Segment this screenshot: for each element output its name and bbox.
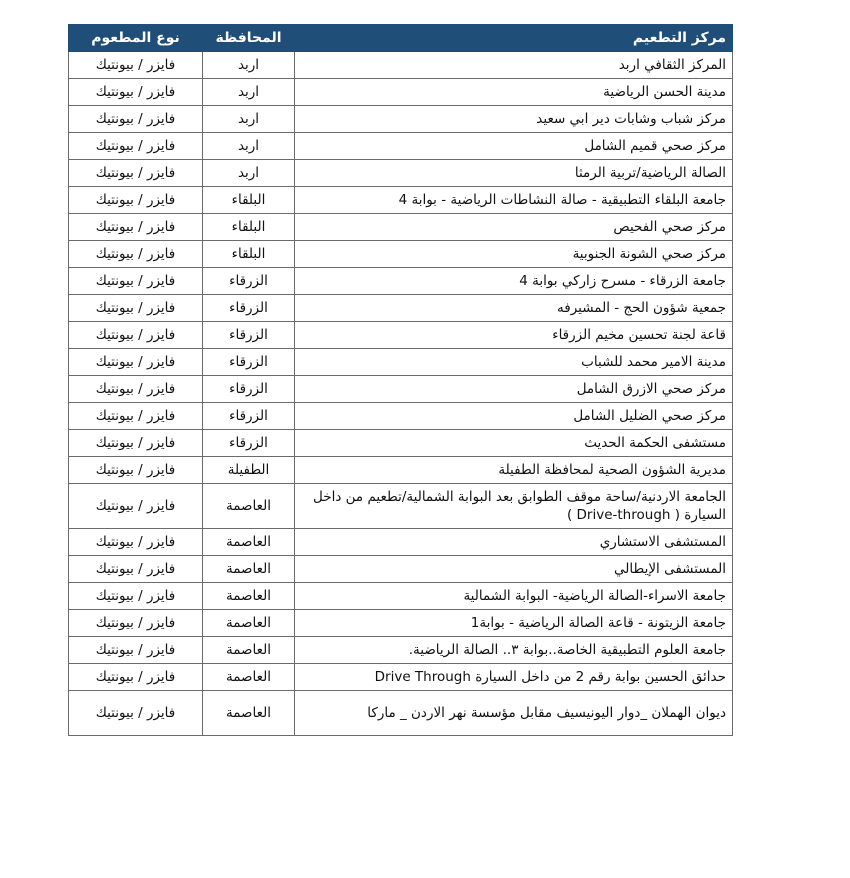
header-governorate: المحافظة (203, 25, 295, 52)
vaccination-centers-table (68, 24, 733, 736)
table-row (69, 52, 733, 79)
cell-vaccine: فايزر / بيونتيك (69, 133, 203, 160)
cell-governorate: اربد (203, 160, 295, 187)
cell-center: مركز صحي قميم الشامل (295, 133, 733, 160)
header-vaccine: نوع المطعوم (69, 25, 203, 52)
table-row (69, 268, 733, 295)
cell-vaccine: فايزر / بيونتيك (69, 637, 203, 664)
cell-center: مركز صحي الازرق الشامل (295, 376, 733, 403)
table-row (69, 187, 733, 214)
cell-vaccine: فايزر / بيونتيك (69, 610, 203, 637)
cell-center: المستشفى الاستشاري (295, 529, 733, 556)
table-row (69, 79, 733, 106)
cell-vaccine: فايزر / بيونتيك (69, 430, 203, 457)
cell-center: مديرية الشؤون الصحية لمحافظة الطفيلة (295, 457, 733, 484)
table-row (69, 295, 733, 322)
cell-governorate: اربد (203, 133, 295, 160)
cell-center: ديوان الهملان _دوار اليونيسيف مقابل مؤسسة نهر الاردن _ ماركا (295, 691, 733, 736)
table-header-row (69, 25, 733, 52)
cell-center: جامعة الزيتونة - قاعة الصالة الرياضية - بوابة1 (295, 610, 733, 637)
cell-center: مركز صحي الفحيص (295, 214, 733, 241)
cell-vaccine: فايزر / بيونتيك (69, 52, 203, 79)
cell-governorate: اربد (203, 52, 295, 79)
cell-vaccine: فايزر / بيونتيك (69, 556, 203, 583)
cell-governorate: البلقاء (203, 214, 295, 241)
cell-center: مركز صحي الشونة الجنوبية (295, 241, 733, 268)
cell-governorate: العاصمة (203, 583, 295, 610)
cell-governorate: العاصمة (203, 484, 295, 529)
cell-vaccine: فايزر / بيونتيك (69, 376, 203, 403)
cell-center: جامعة العلوم التطبيقية الخاصة..بوابة ٣.. الصالة الرياضية. (295, 637, 733, 664)
cell-center: حدائق الحسين بوابة رقم 2 من داخل السيارة Drive Through (295, 664, 733, 691)
table-row (69, 556, 733, 583)
cell-vaccine: فايزر / بيونتيك (69, 583, 203, 610)
cell-vaccine: فايزر / بيونتيك (69, 457, 203, 484)
cell-vaccine: فايزر / بيونتيك (69, 295, 203, 322)
cell-governorate: الزرقاء (203, 403, 295, 430)
cell-center: المركز الثقافي اربد (295, 52, 733, 79)
cell-vaccine: فايزر / بيونتيك (69, 664, 203, 691)
cell-vaccine: فايزر / بيونتيك (69, 214, 203, 241)
table-row (69, 637, 733, 664)
cell-governorate: الزرقاء (203, 322, 295, 349)
cell-center: المستشفى الإيطالي (295, 556, 733, 583)
cell-governorate: العاصمة (203, 556, 295, 583)
table-row (69, 583, 733, 610)
cell-governorate: البلقاء (203, 241, 295, 268)
cell-governorate: الزرقاء (203, 376, 295, 403)
table-row (69, 664, 733, 691)
cell-vaccine: فايزر / بيونتيك (69, 691, 203, 736)
cell-governorate: العاصمة (203, 610, 295, 637)
table-row (69, 160, 733, 187)
table-row (69, 610, 733, 637)
cell-governorate: الزرقاء (203, 349, 295, 376)
cell-vaccine: فايزر / بيونتيك (69, 160, 203, 187)
cell-center: مدينة الامير محمد للشباب (295, 349, 733, 376)
cell-governorate: العاصمة (203, 637, 295, 664)
cell-center: جامعة الاسراء-الصالة الرياضية- البوابة الشمالية (295, 583, 733, 610)
cell-vaccine: فايزر / بيونتيك (69, 403, 203, 430)
cell-center: مدينة الحسن الرياضية (295, 79, 733, 106)
table-row (69, 457, 733, 484)
header-center: مركز التطعيم (295, 25, 733, 52)
cell-governorate: العاصمة (203, 664, 295, 691)
cell-center: جامعة الزرقاء - مسرح زاركي بوابة 4 (295, 268, 733, 295)
cell-center: الصالة الرياضية/تربية الرمثا (295, 160, 733, 187)
cell-center: الجامعة الاردنية/ساحة موقف الطوابق بعد البوابة الشمالية/تطعيم من داخل السيارة ( Drive-through ) (295, 484, 733, 529)
cell-governorate: العاصمة (203, 529, 295, 556)
cell-vaccine: فايزر / بيونتيك (69, 349, 203, 376)
table-row (69, 322, 733, 349)
cell-center: جامعة البلقاء التطبيقية - صالة النشاطات الرياضية - بوابة 4 (295, 187, 733, 214)
table-row (69, 133, 733, 160)
cell-governorate: الزرقاء (203, 295, 295, 322)
cell-vaccine: فايزر / بيونتيك (69, 79, 203, 106)
table-row (69, 529, 733, 556)
cell-center: مستشفى الحكمة الحديث (295, 430, 733, 457)
table-row (69, 691, 733, 736)
cell-governorate: اربد (203, 79, 295, 106)
cell-center: مركز شباب وشابات دير ابي سعيد (295, 106, 733, 133)
cell-governorate: اربد (203, 106, 295, 133)
table-row (69, 214, 733, 241)
cell-governorate: العاصمة (203, 691, 295, 736)
table-row (69, 403, 733, 430)
cell-vaccine: فايزر / بيونتيك (69, 187, 203, 214)
cell-vaccine: فايزر / بيونتيك (69, 106, 203, 133)
cell-center: مركز صحي الضليل الشامل (295, 403, 733, 430)
cell-center: قاعة لجنة تحسين مخيم الزرقاء (295, 322, 733, 349)
cell-vaccine: فايزر / بيونتيك (69, 529, 203, 556)
cell-governorate: الزرقاء (203, 268, 295, 295)
cell-governorate: الطفيلة (203, 457, 295, 484)
table-row (69, 106, 733, 133)
cell-vaccine: فايزر / بيونتيك (69, 268, 203, 295)
table-body (69, 52, 733, 736)
table-row (69, 241, 733, 268)
cell-vaccine: فايزر / بيونتيك (69, 322, 203, 349)
table-row (69, 376, 733, 403)
cell-governorate: البلقاء (203, 187, 295, 214)
table-row (69, 349, 733, 376)
cell-vaccine: فايزر / بيونتيك (69, 241, 203, 268)
cell-governorate: الزرقاء (203, 430, 295, 457)
cell-vaccine: فايزر / بيونتيك (69, 484, 203, 529)
cell-center: جمعية شؤون الحج - المشيرفه (295, 295, 733, 322)
table-row (69, 484, 733, 529)
table-row (69, 430, 733, 457)
